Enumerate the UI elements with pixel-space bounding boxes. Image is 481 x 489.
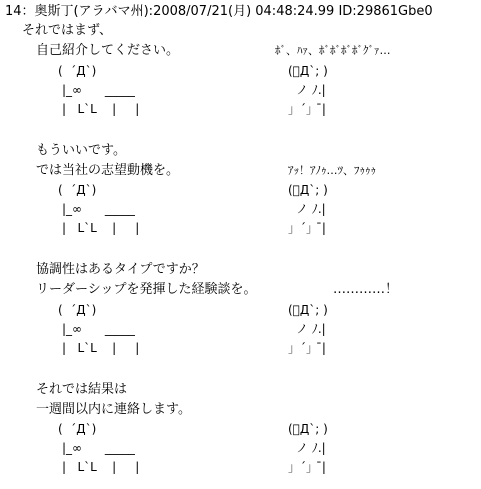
interviewer-line: それでは結果は	[36, 382, 128, 397]
interviewer-line: リーダーシップを発揮した経験談を。	[36, 282, 257, 297]
applicant-reaction: ｱｯ！ｱﾉｩ…ﾂ、ﾌｩｩｩ	[288, 164, 376, 177]
applicant-aa-face: (ﾟД`; )	[288, 422, 328, 436]
interviewer-aa-desk: | L`L | |	[62, 102, 140, 116]
interviewer-line: 協調性はあるタイプですか？	[36, 262, 205, 277]
applicant-aa-face: (ﾟД`; )	[288, 183, 328, 197]
applicant-reaction: ﾎﾞ、ﾊｧ、ﾎﾞﾎﾞﾎﾞﾎﾞｸﾞｧ…	[275, 44, 391, 57]
applicant-reaction: …………！	[333, 282, 399, 297]
interviewer-aa-face: ( ´Д`)	[58, 64, 97, 78]
post-header: 14：奥斯丁(アラバマ州):2008/07/21(月) 04:48:24.99 ID:29861Gbe0	[5, 4, 433, 19]
interviewer-aa-desk: | L`L | |	[62, 460, 140, 474]
interviewer-aa-face: ( ´Д`)	[58, 183, 97, 197]
applicant-aa-face: (ﾟД`; )	[288, 64, 328, 78]
interviewer-aa-face: ( ´Д`)	[58, 303, 97, 317]
interviewer-line: もういいです。	[36, 143, 126, 158]
intro-line: それではまず、	[22, 23, 112, 38]
applicant-aa-body: ノ ﾉ.|	[296, 202, 326, 216]
applicant-aa-face: (ﾟД`; )	[288, 303, 328, 317]
applicant-aa-legs: 」´」 ̄|	[288, 460, 326, 474]
interviewer-aa-desk: | L`L | |	[62, 221, 140, 235]
interviewer-aa-desk: | L`L | |	[62, 341, 140, 355]
interviewer-line: 自己紹介してください。	[36, 43, 180, 58]
applicant-aa-body: ノ ﾉ.|	[296, 322, 326, 336]
interviewer-line: では当社の志望動機を。	[36, 163, 180, 178]
interviewer-line: 一週間以内に連絡します。	[36, 402, 191, 417]
interviewer-aa-face: ( ´Д`)	[58, 422, 97, 436]
applicant-aa-legs: 」´」 ̄|	[288, 341, 326, 355]
applicant-aa-body: ノ ﾉ.|	[296, 83, 326, 97]
applicant-aa-body: ノ ﾉ.|	[296, 441, 326, 455]
interviewer-aa-body: |_∞ _____	[62, 441, 135, 455]
interviewer-aa-body: |_∞ _____	[62, 83, 135, 97]
interviewer-aa-body: |_∞ _____	[62, 202, 135, 216]
applicant-aa-legs: 」´」 ̄|	[288, 221, 326, 235]
applicant-aa-legs: 」´」 ̄|	[288, 102, 326, 116]
interviewer-aa-body: |_∞ _____	[62, 322, 135, 336]
